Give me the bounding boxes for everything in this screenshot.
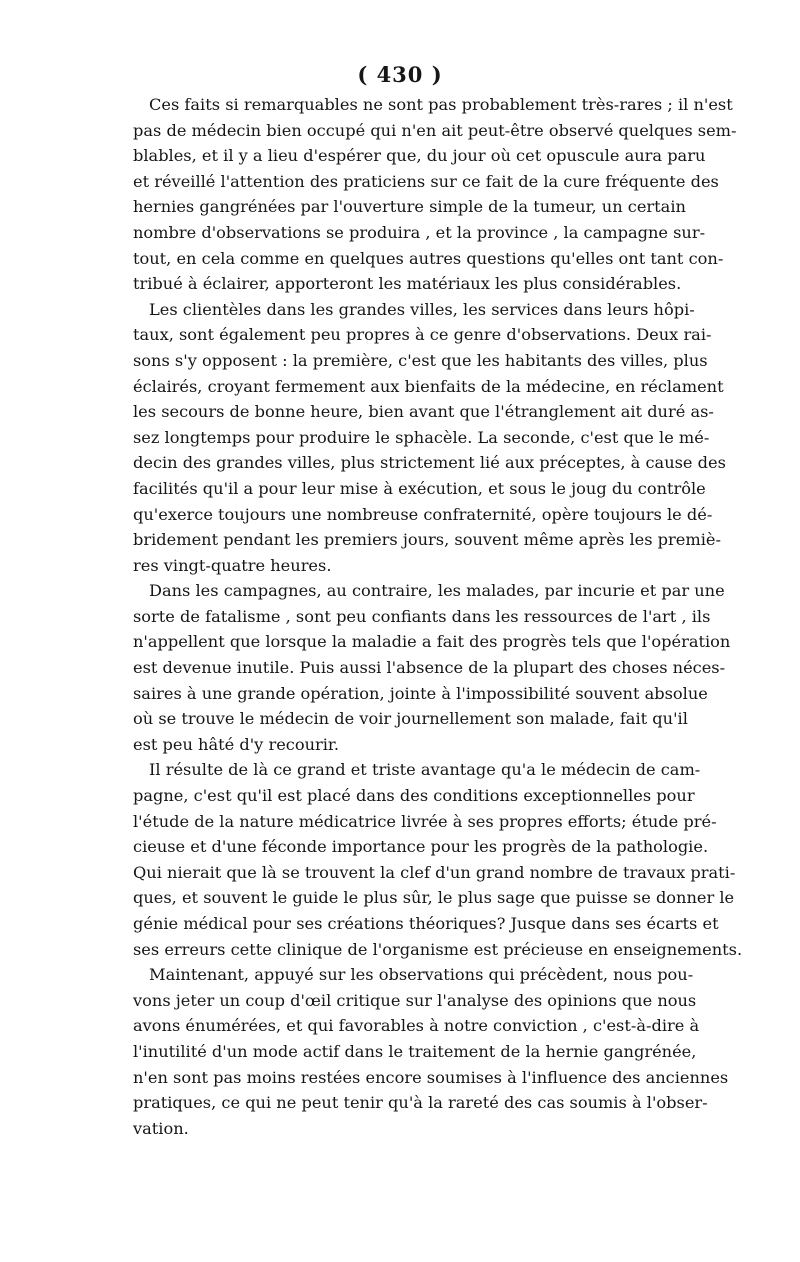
text-line: sez longtemps pour produire le sphacèle. La seconde, c'est que le mé-: [133, 427, 710, 447]
paragraph: [133, 92, 737, 297]
text-line: Ces faits si remarquables ne sont pas probablement très-rares ; il n'est: [149, 95, 733, 114]
text-line: et réveillé l'attention des praticiens sur ce fait de la cure fréquente des: [133, 171, 719, 191]
paragraph: [133, 962, 729, 1141]
text-line: génie médical pour ses créations théoriques? Jusque dans ses écarts et: [133, 914, 719, 933]
text-line: ques, et souvent le guide le plus sûr, le plus sage que puisse se donner le: [133, 888, 735, 908]
text-line: avons énumérées, et qui favorables à notre conviction , c'est-à-dire à: [133, 1016, 700, 1036]
paragraph: [133, 297, 726, 579]
text-line: vation.: [133, 1118, 189, 1138]
text-line: éclairés, croyant fermement aux bienfaits de la médecine, en réclament: [133, 376, 724, 396]
text-line: saires à une grande opération, jointe à l'impossibilité souvent absolue: [133, 683, 708, 703]
text-line: blables, et il y a lieu d'espérer que, du jour où cet opuscule aura paru: [133, 146, 706, 166]
text-line: n'appellent que lorsque la maladie a fait des progrès tels que l'opération: [133, 632, 731, 652]
text-line: qu'exerce toujours une nombreuse confraternité, opère toujours le dé-: [133, 504, 713, 524]
text-line: nombre d'observations se produira , et la province , la campagne sur-: [133, 222, 706, 242]
text-line: pratiques, ce qui ne peut tenir qu'à la rareté des cas soumis à l'obser-: [133, 1093, 708, 1113]
text-line: tout, en cela comme en quelques autres questions qu'elles ont tant con-: [133, 248, 724, 268]
text-line: vons jeter un coup d'œil critique sur l'analyse des opinions que nous: [133, 990, 697, 1010]
text-line: Il résulte de là ce grand et triste avantage qu'a le médecin de cam-: [149, 760, 701, 780]
text-line: decin des grandes villes, plus strictement lié aux préceptes, à cause des: [133, 453, 726, 473]
text-line: taux, sont également peu propres à ce genre d'observations. Deux rai-: [133, 325, 712, 345]
text-line: les secours de bonne heure, bien avant que l'étranglement ait duré as-: [133, 402, 714, 422]
text-line: tribué à éclairer, apporteront les matériaux les plus considérables.: [133, 274, 682, 294]
text-line: facilités qu'il a pour leur mise à exécution, et sous le joug du contrôle: [133, 478, 706, 498]
paragraph: [133, 757, 743, 962]
text-line: sorte de fatalisme , sont peu confiants dans les ressources de l'art , ils: [133, 606, 711, 626]
text-line: bridement pendant les premiers jours, souvent même après les premiè-: [133, 530, 721, 550]
text-line: cieuse et d'une féconde importance pour les progrès de la pathologie.: [133, 837, 709, 857]
text-line: Qui nierait que là se trouvent la clef d'un grand nombre de travaux prati-: [133, 862, 736, 882]
text-line: est devenue inutile. Puis aussi l'absence de la plupart des choses néces-: [133, 658, 726, 678]
text-line: pas de médecin bien occupé qui n'en ait peut-être observé quelques sem-: [133, 120, 737, 140]
body-text: [133, 92, 743, 1141]
text-line: Les clientèles dans les grandes villes, les services dans leurs hôpi-: [149, 299, 695, 319]
text-line: l'inutilité d'un mode actif dans le traitement de la hernie gangrénée,: [133, 1041, 697, 1061]
text-line: pagne, c'est qu'il est placé dans des conditions exceptionnelles pour: [133, 786, 695, 806]
text-line: Maintenant, appuyé sur les observations qui précèdent, nous pou-: [149, 965, 694, 985]
text-line: ses erreurs cette clinique de l'organisme est précieuse en enseignements.: [133, 939, 743, 959]
text-line: où se trouve le médecin de voir journellement son malade, fait qu'il: [133, 709, 688, 729]
text-line: n'en sont pas moins restées encore soumises à l'influence des anciennes: [133, 1067, 729, 1087]
text-line: hernies gangrénées par l'ouverture simple de la tumeur, un certain: [133, 197, 686, 217]
text-line: l'étude de la nature médicatrice livrée à ses propres efforts; étude pré-: [133, 811, 717, 831]
text-line: est peu hâté d'y recourir.: [133, 734, 340, 754]
text-line: sons s'y opposent : la première, c'est que les habitants des villes, plus: [133, 350, 708, 370]
page-number: ( 430 ): [357, 62, 443, 87]
text-line: Dans les campagnes, au contraire, les malades, par incurie et par une: [149, 581, 725, 601]
paragraph: [133, 578, 731, 757]
text-line: res vingt-quatre heures.: [133, 555, 332, 575]
